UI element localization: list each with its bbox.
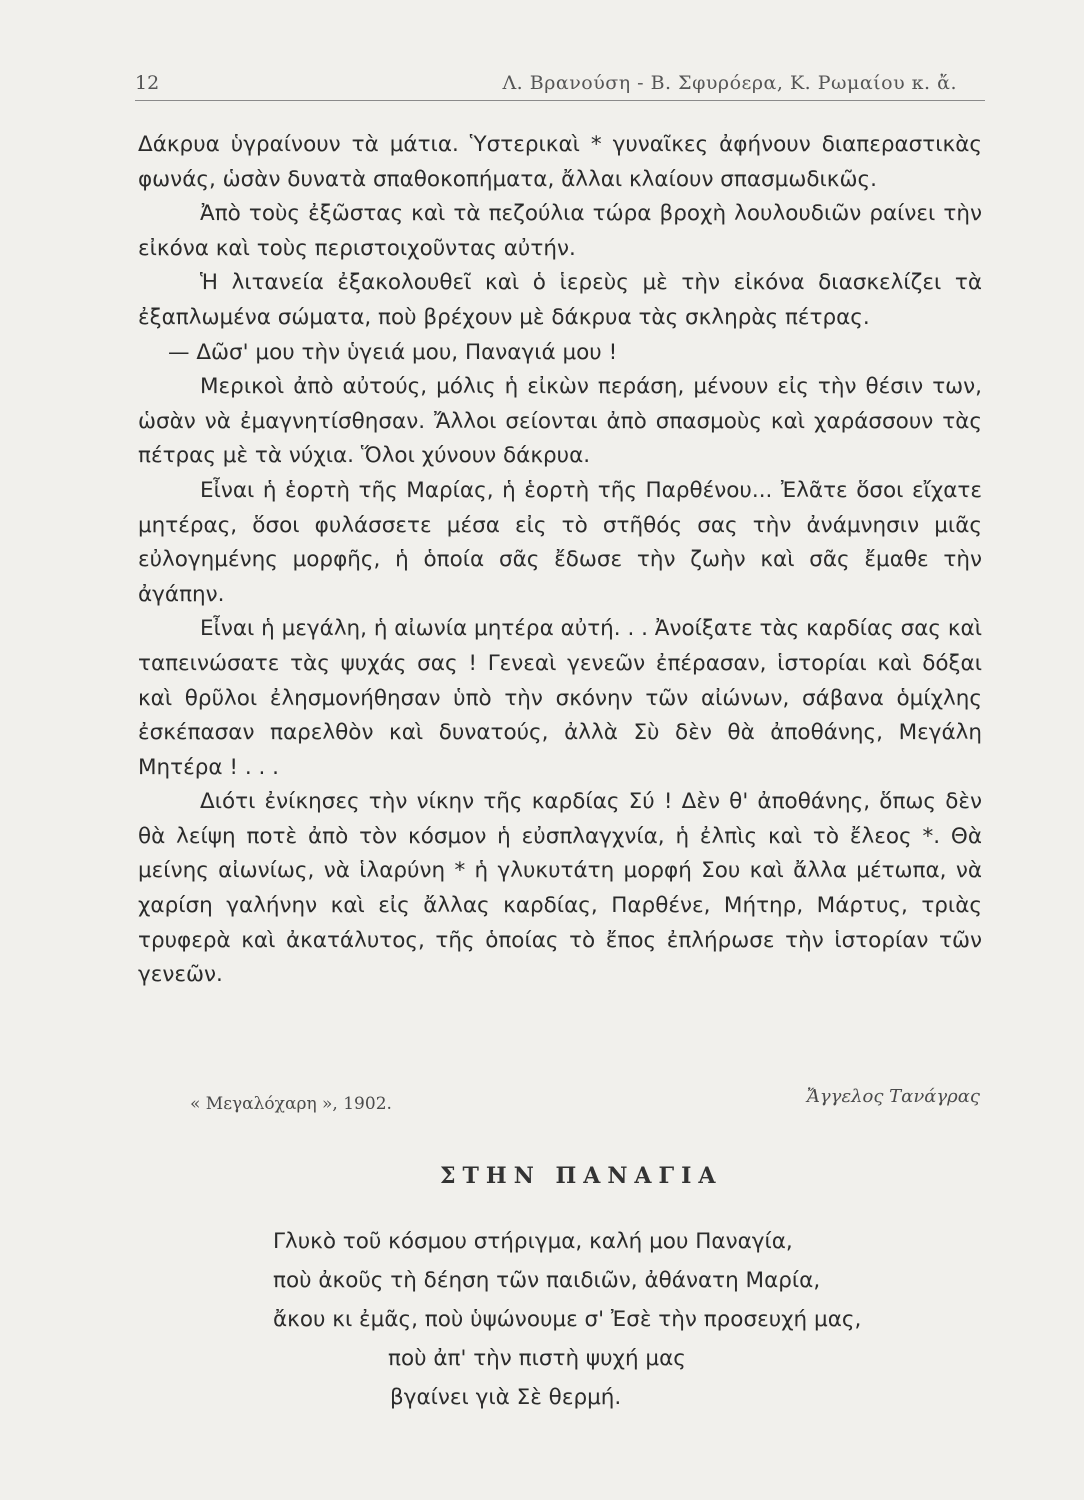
poem-line: ἄκου κι ἐμᾶς, ποὺ ὑψώνουμε σ' Ἐσὲ τὴν προσευχή μας, — [273, 1307, 862, 1332]
source-citation: « Μεγαλόχαρη », 1902. — [190, 1094, 392, 1114]
running-head: Λ. Βρανούση - Β. Σφυρόερα, Κ. Ρωμαίου κ. ἄ. — [502, 72, 957, 94]
author-name: Ἄγγελος Τανάγρας — [806, 1086, 980, 1107]
poem-line: Γλυκὸ τοῦ κόσμου στήριγμα, καλή μου Παναγία, — [273, 1229, 793, 1254]
poem-line: βγαίνει γιὰ Σὲ θερμή. — [390, 1385, 622, 1410]
paragraph-1: Δάκρυα ὑγραίνουν τὰ μάτια. Ὑστερικαὶ * γυναῖκες ἀφήνουν διαπεραστικὰς φωνάς, ὡσὰν δυνατὰ σπαθοκοπήματα, ἄλλαι κλαίουν σπασμωδικῶς. — [138, 132, 982, 192]
paragraph-6: Εἶναι ἡ ἑορτὴ τῆς Μαρίας, ἡ ἑορτὴ τῆς Παρθένου... Ἐλᾶτε ὅσοι εἴχατε μητέρας, ὅσοι φυλάσσετε μέσα εἰς τὸ στῆθός σας τὴν ἀνάμνησιν μιᾶς εὐλογημένης μορφῆς, ἡ ὁποία σᾶς ἔδωσε τὴν ζωὴν καὶ σᾶς ἔμαθε τὴν ἀγάπην. — [138, 477, 982, 607]
paragraph-4-dialogue: — Δῶσ' μου τὴν ὑγειά μου, Παναγιά μου ! — [168, 339, 618, 365]
paragraph-8: Διότι ἐνίκησες τὴν νίκην τῆς καρδίας Σύ ! Δὲν θ' ἀποθάνης, ὅπως δὲν θὰ λείψη ποτὲ ἀπὸ τὸν κόσμον ἡ εὐσπλαγχνία, ἡ ἐλπὶς καὶ τὸ ἔλεος *. Θὰ μείνης αἰωνίως, νὰ ἱλαρύνη * ἡ γλυκυτάτη μορφή Σου καὶ ἄλλα μέτωπα, νὰ χαρίση γαλήνην καὶ εἰς ἄλλας καρδίας, Παρθένε, Μήτηρ, Μάρτυς, τριὰς τρυφερὰ καὶ ἀκατάλυτος, τῆς ὁποίας τὸ ἔπος ἐπλήρωσε τὴν ἱστορίαν τῶν γενεῶν. — [138, 789, 982, 988]
poem-title: ΣΤΗΝ ΠΑΝΑΓΙΑ — [440, 1163, 723, 1189]
page-number: 12 — [135, 72, 160, 94]
paragraph-2: Ἀπὸ τοὺς ἐξῶστας καὶ τὰ πεζούλια τώρα βροχὴ λουλουδιῶν ραίνει τὴν εἰκόνα καὶ τοὺς περιστοιχοῦντας αὐτήν. — [138, 201, 982, 261]
poem-line: ποὺ ἀπ' τὴν πιστὴ ψυχή μας — [388, 1346, 686, 1371]
paragraph-3: Ἡ λιτανεία ἐξακολουθεῖ καὶ ὁ ἱερεὺς μὲ τὴν εἰκόνα διασκελίζει τὰ ἐξαπλωμένα σώματα, ποὺ βρέχουν μὲ δάκρυα τὰς σκληρὰς πέτρας. — [138, 270, 982, 330]
signature-row — [190, 1086, 980, 1116]
prose-body — [138, 128, 982, 993]
page-header — [135, 66, 985, 101]
paragraph-7: Εἶναι ἡ μεγάλη, ἡ αἰωνία μητέρα αὐτή. . . Ἀνοίξατε τὰς καρδίας σας καὶ ταπεινώσατε τὰς ψυχάς σας ! Γενεαὶ γενεῶν ἐπέρασαν, ἱστορίαι καὶ δόξαι καὶ θρῦλοι ἐλησμονήθησαν ὑπὸ τὴν σκόνην τῶν αἰώνων, σάβανα ὁμίχλης ἐσκέπασαν παρελθὸν καὶ δυνατούς, ἀλλὰ Σὺ δὲν θὰ ἀποθάνης, Μεγάλη Μητέρα ! . . . — [138, 616, 982, 780]
paragraph-5: Μερικοὶ ἀπὸ αὐτούς, μόλις ἡ εἰκὼν περάση, μένουν εἰς τὴν θέσιν των, ὡσὰν νὰ ἐμαγνητίσθησαν. Ἄλλοι σείονται ἀπὸ σπασμοὺς καὶ χαράσσουν τὰς πέτρας μὲ τὰ νύχια. Ὅλοι χύνουν δάκρυα. — [138, 374, 982, 469]
poem-line: ποὺ ἀκοῦς τὴ δέηση τῶν παιδιῶν, ἀθάνατη Μαρία, — [273, 1268, 821, 1293]
